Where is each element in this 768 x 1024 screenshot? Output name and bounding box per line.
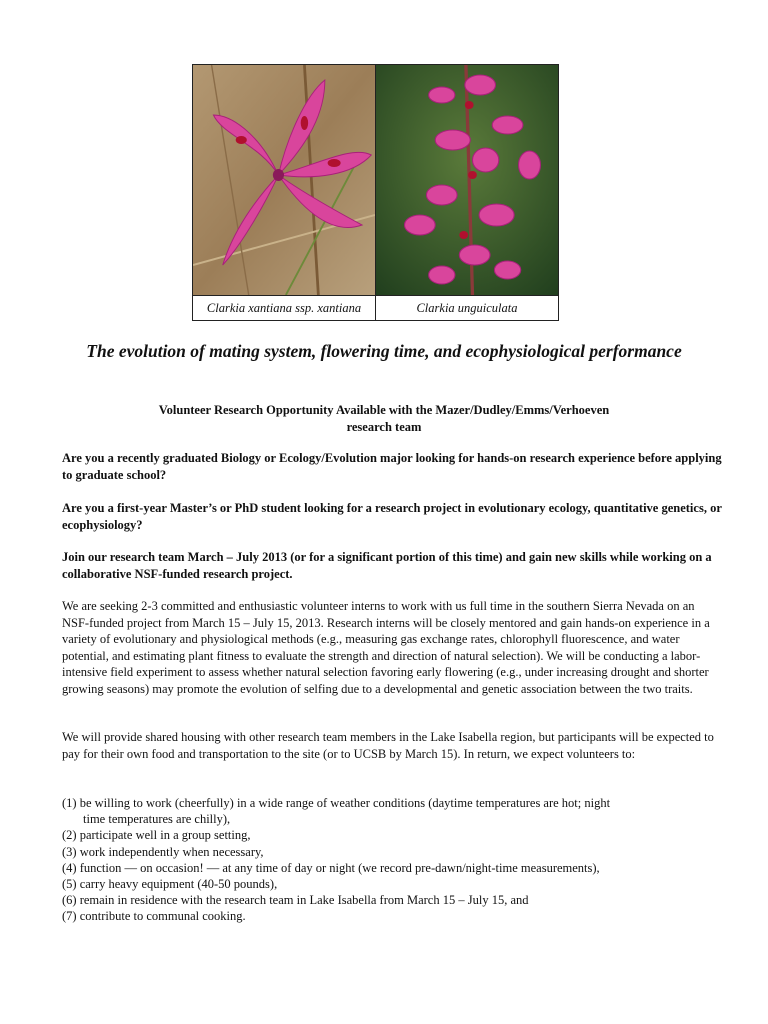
- list-item: [62, 795, 722, 827]
- list-item: [62, 844, 722, 860]
- list-item-line: (4) function — on occasion! — at any time of day or night (we record pre-dawn/night-time measurements),: [62, 860, 600, 875]
- subtitle-line-1: Volunteer Research Opportunity Available with the Mazer/Dudley/Emms/Verhoeven: [158, 403, 610, 417]
- flower-photo-figure: [192, 64, 559, 321]
- list-item-line: (1) be willing to work (cheerfully) in a wide range of weather conditions (daytime temperatures are hot; night: [62, 796, 611, 810]
- project-description: We are seeking 2-3 committed and enthusiastic volunteer interns to work with us full time in the southern Sierra Nevada on an NSF-funded project from March 15 – July 15, 2013. Research interns will be closely mentored and gain hands-on experience in a variety of evolutionary and physiological methods (e.g., measuring gas exchange rates, chlorophyll fluorescence, and water potential, and estimating plant fitness to evaluate the strength and direction of natural selection). We will be conducting a labor-intensive field experiment to assess whether natural selection favoring early flowering (e.g., under increasing drought and shorter growing seasons) may promote the evolution of selfing due to a developmental and genetic association between the two traits.: [62, 599, 710, 696]
- photo-row: [193, 65, 558, 296]
- caption-clarkia-unguiculata: Clarkia unguiculata: [375, 296, 558, 320]
- question-graduate-student: Are you a first-year Master’s or PhD student looking for a research project in evolutionary ecology, quantitative genetics, or ecophysiology?: [62, 501, 722, 532]
- list-item-line: (3) work independently when necessary,: [62, 844, 264, 859]
- page-title: The evolution of mating system, flowering time, and ecophysiological performance: [86, 341, 682, 361]
- photo-clarkia-xantiana: [193, 65, 375, 295]
- list-item-line: (6) remain in residence with the research team in Lake Isabella from March 15 – July 15, and: [62, 893, 529, 908]
- list-item: [62, 827, 722, 843]
- list-item: [62, 876, 722, 892]
- caption-row: [193, 296, 558, 320]
- housing-description: We will provide shared housing with other research team members in the Lake Isabella region, but participants will be expected to pay for their own food and transportation to the site (or to UCSB by March 15). In return, we expect volunteers to:: [62, 730, 714, 761]
- clarkia-xantiana-image: [193, 65, 375, 295]
- list-item-continuation: time temperatures are chilly),: [83, 812, 231, 827]
- subtitle: [100, 402, 668, 436]
- list-item: [62, 908, 722, 924]
- list-item-line: (2) participate well in a group setting,: [62, 828, 251, 843]
- caption-clarkia-xantiana: Clarkia xantiana ssp. xantiana: [206, 300, 362, 315]
- join-team-statement: Join our research team March – July 2013 (or for a significant portion of this time) and gain new skills while working on a collaborative NSF-funded research project.: [62, 550, 712, 581]
- list-item-line: (5) carry heavy equipment (40-50 pounds),: [62, 877, 278, 892]
- list-item: [62, 860, 722, 876]
- subtitle-line-2: research team: [346, 420, 422, 434]
- photo-clarkia-unguiculata: [375, 65, 558, 295]
- clarkia-unguiculata-image: [376, 65, 558, 295]
- list-item-line: (7) contribute to communal cooking.: [62, 909, 246, 924]
- list-item: [62, 892, 722, 908]
- question-graduated: Are you a recently graduated Biology or Ecology/Evolution major looking for hands-on research experience before applying to graduate school?: [62, 451, 722, 482]
- expectations-list: [62, 795, 722, 925]
